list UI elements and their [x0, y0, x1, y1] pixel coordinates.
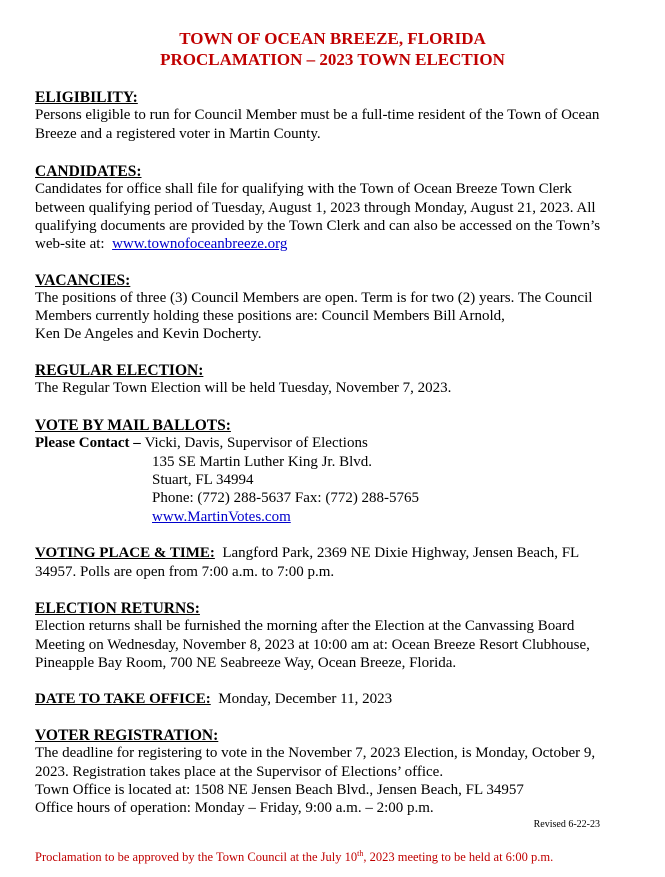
- eligibility-heading: ELIGIBILITY:: [35, 89, 138, 106]
- voter-registration-line: Office hours of operation: Monday – Friday, 9:00 a.m. – 2:00 p.m.: [35, 800, 434, 816]
- voter-registration-line: Town Office is located at: 1508 NE Jensen Beach Blvd., Jensen Beach, FL 34957: [35, 782, 524, 798]
- vacancies-heading: VACANCIES:: [35, 272, 131, 289]
- martinvotes-link-text[interactable]: www.MartinVotes.com: [152, 509, 291, 525]
- candidates-website-line: [35, 235, 287, 254]
- footer-text-end: , 2023 meeting to be held at 6:00 p.m.: [363, 850, 554, 864]
- eligibility-line: Persons eligible to run for Council Member must be a full-time resident of the Town of Ocean: [35, 107, 600, 123]
- voter-registration-heading: VOTER REGISTRATION:: [35, 727, 219, 744]
- voter-registration-line: 2023. Registration takes place at the Supervisor of Elections’ office.: [35, 764, 444, 780]
- town-website-link[interactable]: www.townofoceanbreeze.org: [112, 236, 288, 252]
- voter-registration-line: The deadline for registering to vote in the November 7, 2023 Election, is Monday, October 9,: [35, 745, 596, 761]
- candidates-line: Candidates for office shall file for qualifying with the Town of Ocean Breeze Town Clerk: [35, 181, 572, 197]
- contact-line: [35, 434, 368, 453]
- election-returns-heading: ELECTION RETURNS:: [35, 600, 200, 617]
- title-line-1: TOWN OF OCEAN BREEZE, FLORIDA: [179, 29, 486, 48]
- footer-text-start: Proclamation to be approved by the Town Council at the July 10: [35, 850, 358, 864]
- election-returns-line: Pineapple Bay Room, 700 NE Seabreeze Way, Ocean Breeze, Florida.: [35, 655, 457, 671]
- vote-by-mail-heading: VOTE BY MAIL BALLOTS:: [35, 417, 231, 434]
- revised-date: Revised 6-22-23: [533, 819, 600, 830]
- voting-place-heading: VOTING PLACE & TIME:: [35, 545, 215, 561]
- voting-place-hours: 34957. Polls are open from 7:00 a.m. to 7:00 p.m.: [35, 564, 335, 580]
- martinvotes-link[interactable]: [152, 508, 291, 527]
- website-label: web-site at:: [35, 236, 113, 252]
- take-office-date: Monday, December 11, 2023: [210, 691, 393, 707]
- approval-footer: [35, 850, 553, 865]
- voting-place-line: [35, 544, 579, 563]
- phone-fax-line: Phone: (772) 288-5637 Fax: (772) 288-5765: [152, 490, 420, 506]
- take-office-line: [35, 690, 392, 709]
- address-line-2: Stuart, FL 34994: [152, 472, 254, 488]
- regular-election-text: The Regular Town Election will be held Tuesday, November 7, 2023.: [35, 380, 452, 396]
- take-office-heading: DATE TO TAKE OFFICE:: [35, 691, 211, 707]
- contact-name: Vicki, Davis, Supervisor of Elections: [144, 435, 368, 451]
- election-returns-line: Election returns shall be furnished the morning after the Election at the Canvassing Board: [35, 618, 575, 634]
- vacancies-line: Ken De Angeles and Kevin Docherty.: [35, 326, 262, 342]
- footer-superscript: th: [357, 848, 364, 858]
- voting-place-location: Langford Park, 2369 NE Dixie Highway, Jensen Beach, FL: [214, 545, 580, 561]
- candidates-heading: CANDIDATES:: [35, 163, 142, 180]
- vacancies-line: Members currently holding these positions are: Council Members Bill Arnold,: [35, 308, 505, 324]
- candidates-line: between qualifying period of Tuesday, August 1, 2023 through Monday, August 21, 2023. All: [35, 200, 596, 216]
- address-line-1: 135 SE Martin Luther King Jr. Blvd.: [152, 454, 372, 470]
- contact-label: Please Contact –: [35, 435, 145, 451]
- candidates-line: qualifying documents are provided by the Town Clerk and can also be accessed on the Town’s: [35, 218, 601, 234]
- vacancies-line: The positions of three (3) Council Members are open. Term is for two (2) years. The Council: [35, 290, 593, 306]
- title-line-2: PROCLAMATION – 2023 TOWN ELECTION: [160, 50, 505, 69]
- regular-election-heading: REGULAR ELECTION:: [35, 362, 204, 379]
- eligibility-line: Breeze and a registered voter in Martin County.: [35, 126, 321, 142]
- election-returns-line: Meeting on Wednesday, November 8, 2023 at 10:00 am at: Ocean Breeze Resort Clubhouse,: [35, 637, 590, 653]
